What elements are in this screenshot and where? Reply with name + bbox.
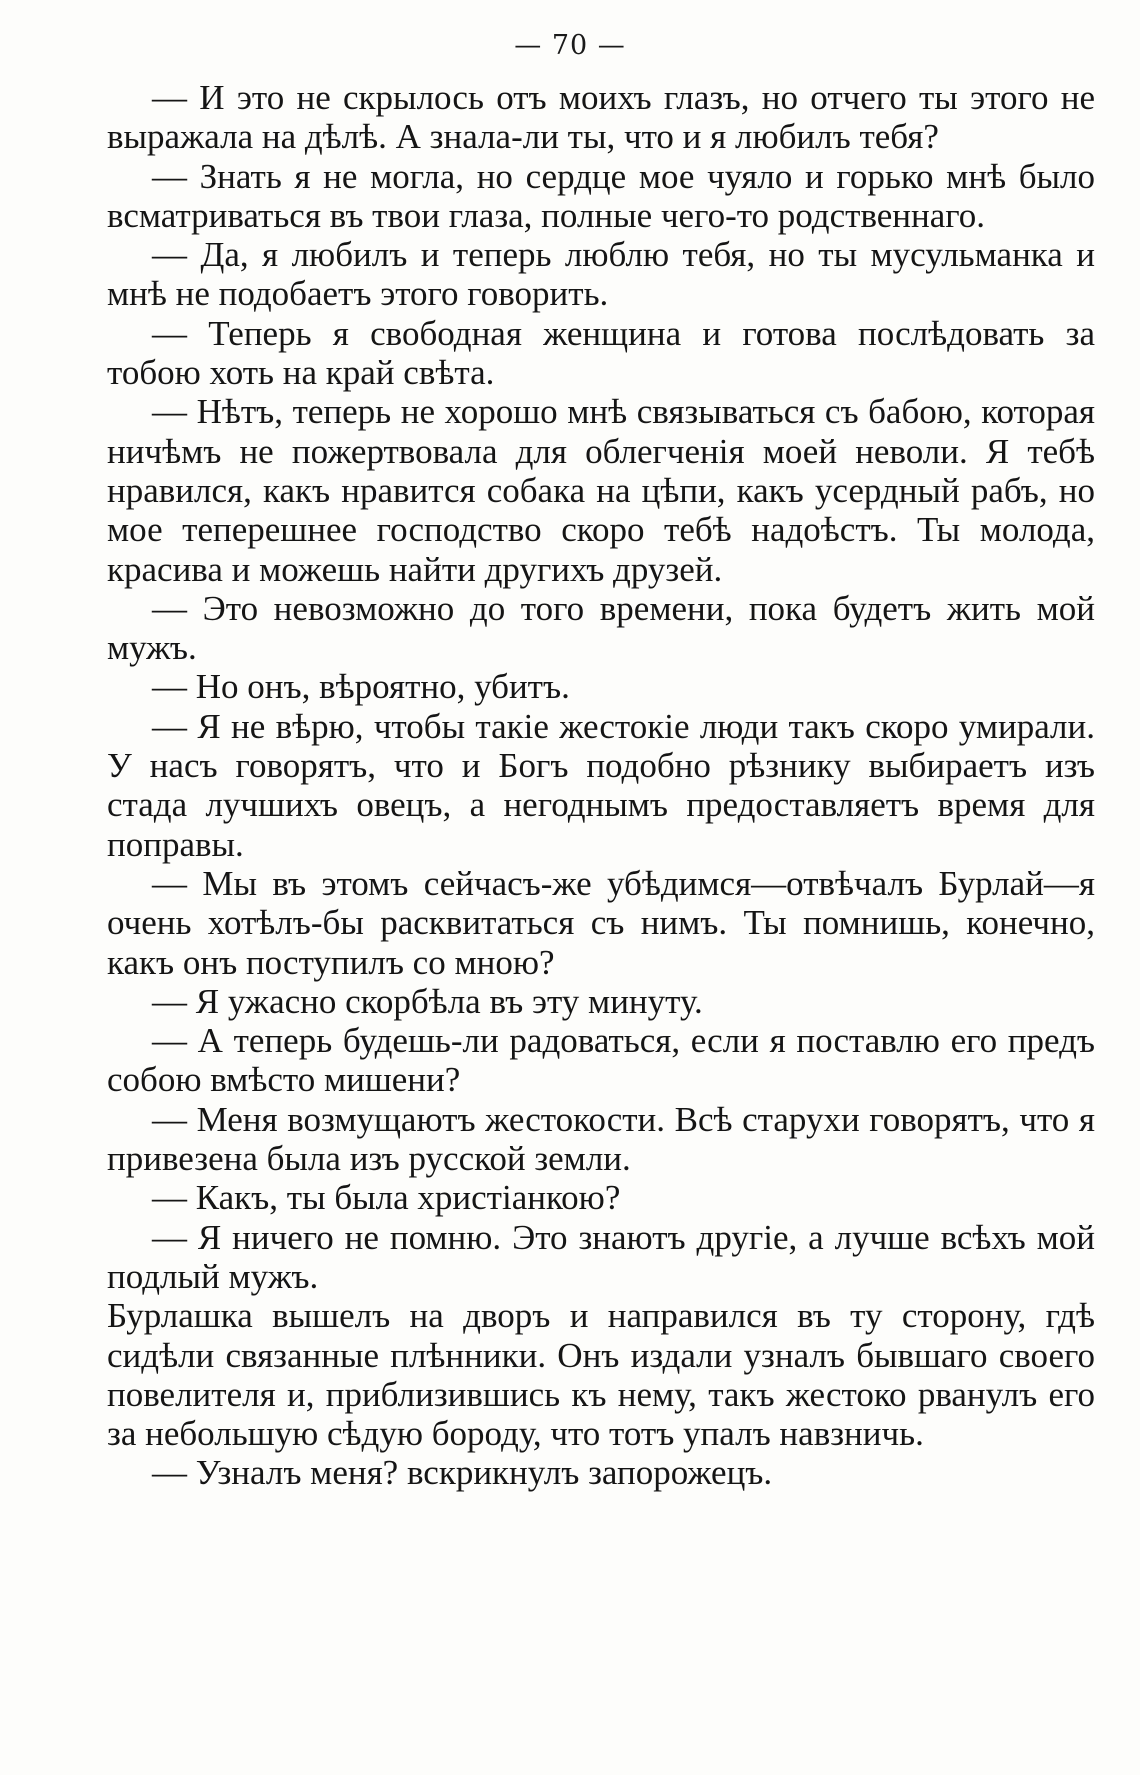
paragraph-8: — Я не вѣрю, чтобы такіе жестокіе люди такъ скоро умирали. У насъ говорятъ, что и Богъ подобно рѣзнику выбираетъ изъ стада лучшихъ овецъ, а негоднымъ предоставляетъ время для поправы.	[107, 706, 1095, 864]
paragraph-9: — Мы въ этомъ сейчасъ-же убѣдимся—отвѣчалъ Бурлай—я очень хотѣлъ-бы расквитаться съ нимъ. Ты помнишь, конечно, какъ онъ поступилъ со мною?	[107, 863, 1095, 982]
page-number: — 70 —	[514, 30, 626, 61]
paragraph-11: — А теперь будешь-ли радоваться, если я поставлю его предъ собою вмѣсто мишени?	[107, 1021, 1095, 1100]
paragraph-10: — Я ужасно скорбѣла въ эту минуту.	[152, 981, 703, 1021]
paragraph-12: — Меня возмущаютъ жестокости. Всѣ старухи говорятъ, что я привезена была изъ русской земли.	[107, 1099, 1095, 1179]
paragraph-14: — Я ничего не помню. Это знаютъ другіе, а лучше всѣхъ мой подлый мужъ.	[107, 1217, 1095, 1296]
paragraph-16: — Узналъ меня? вскрикнулъ запорожецъ.	[152, 1453, 773, 1493]
body-text	[107, 78, 1095, 1493]
paragraph-6: — Это невозможно до того времени, пока будетъ жить мой мужъ.	[107, 588, 1095, 668]
paragraph-15: Бурлашка вышелъ на дворъ и направился въ ту сторону, гдѣ сидѣли связанные плѣнники. Онъ издали узналъ бывшаго своего повелителя и, приблизившись къ нему, такъ жестоко рванулъ его за небольшую сѣдую бороду, что тотъ упалъ навзничь.	[107, 1296, 1095, 1454]
paragraph-13: — Какъ, ты была христіанкою?	[152, 1178, 621, 1218]
paragraph-4: — Теперь я свободная женщина и готова послѣдовать за тобою хоть на край свѣта.	[107, 313, 1095, 393]
paragraph-7: — Но онъ, вѣроятно, убитъ.	[152, 667, 570, 707]
paragraph-1: — И это не скрылось отъ моихъ глазъ, но отчего ты этого не выражала на дѣлѣ. А знала-ли ты, что и я любилъ тебя?	[107, 78, 1095, 157]
paragraph-5: — Нѣтъ, теперь не хорошо мнѣ связываться съ бабою, которая ничѣмъ не пожертвовала для облегченія моей неволи. Я тебѣ нравился, какъ нравится собака на цѣпи, какъ усердный рабъ, но мое теперешнее господство скоро тебѣ надоѣстъ. Ты молода, красива и можешь найти другихъ друзей.	[107, 392, 1095, 589]
paragraph-2: — Знать я не могла, но сердце мое чуяло и горько мнѣ было всматриваться въ твои глаза, полные чего-то родственнаго.	[107, 156, 1095, 235]
paragraph-3: — Да, я любилъ и теперь люблю тебя, но ты мусульманка и мнѣ не подобаетъ этого говорить.	[107, 235, 1095, 314]
